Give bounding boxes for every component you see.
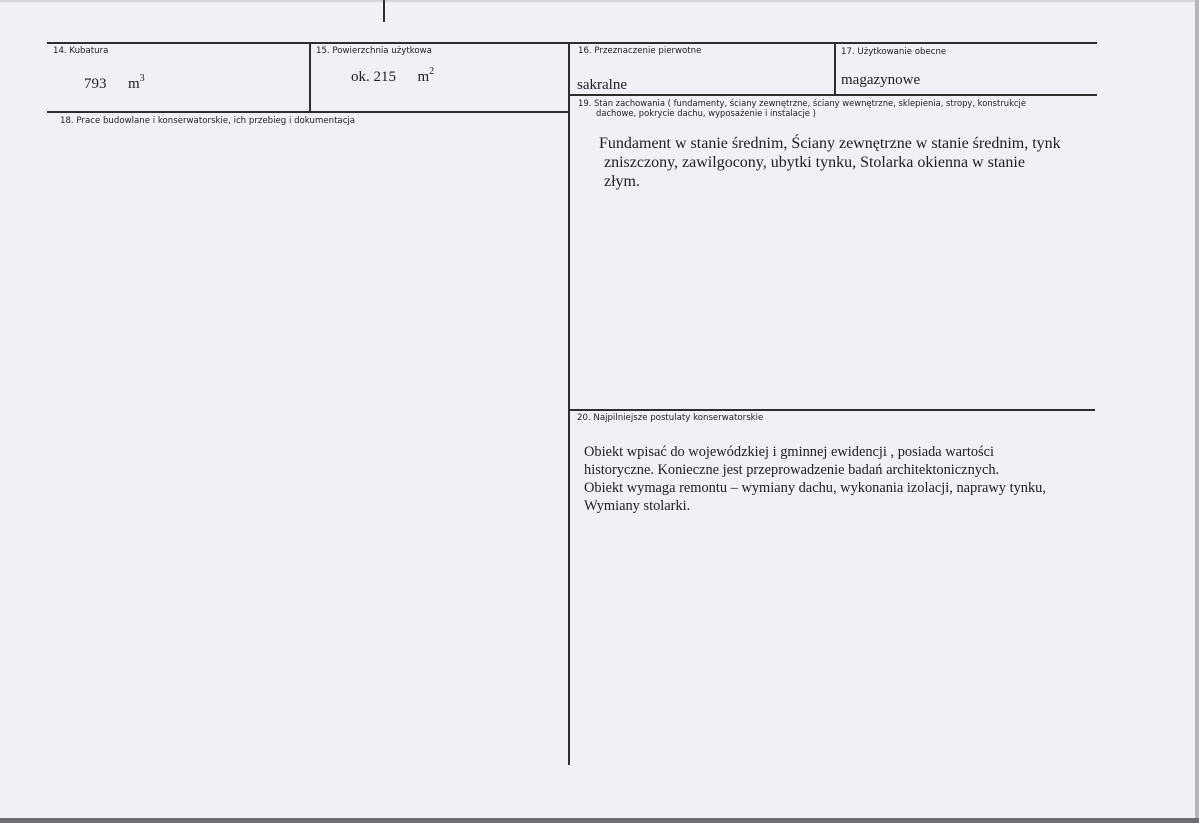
row-border-right — [568, 94, 1097, 96]
postulaty-label: 20. Najpilniejsze postulaty konserwatorskie — [577, 413, 764, 423]
postulaty-text-line: Obiekt wymaga remontu – wymiany dachu, wykonania izolacji, naprawy tynku, — [584, 480, 1046, 496]
postulaty-text-line: historyczne. Konieczne jest przeprowadzenie badań architektonicznych. — [584, 462, 1000, 478]
postulaty-text — [584, 443, 1046, 515]
divider-main — [568, 42, 570, 765]
divider-14-15 — [309, 42, 311, 112]
stan-label-line2: dachowe, pokrycie dachu, wyposażenie i instalacje ) — [596, 108, 816, 118]
row-border-left — [47, 111, 569, 113]
powierzchnia-value — [351, 68, 434, 87]
kubatura-number: 793 — [84, 76, 107, 92]
top-tick-line — [383, 0, 385, 22]
kubatura-unit: m — [128, 76, 140, 92]
przeznaczenie-label: 16. Przeznaczenie pierwotne — [578, 46, 702, 56]
paper-bottom-edge — [0, 818, 1199, 823]
paper-right-edge — [1195, 0, 1199, 823]
stan-text-line: zniszczony, zawilgocony, ubytki tynku, Stolarka okienna w stanie — [604, 154, 1025, 171]
przeznaczenie-value: sakralne — [577, 77, 627, 93]
divider-16-17 — [834, 42, 836, 94]
kubatura-value — [84, 75, 145, 94]
kubatura-unit-exponent: 3 — [139, 73, 145, 84]
paper-top-edge — [0, 0, 1199, 2]
uzytkowanie-label: 17. Użytkowanie obecne — [841, 47, 947, 57]
powierzchnia-unit: m — [417, 69, 430, 85]
prace-label: 18. Prace budowlane i konserwatorskie, ich przebieg i dokumentacja — [60, 116, 356, 126]
postulaty-text-line: Wymiany stolarki. — [584, 498, 691, 514]
postulaty-text-line: Obiekt wpisać do wojewódzkiej i gminnej ewidencji , posiada wartości — [584, 444, 995, 460]
stan-text-line: złym. — [604, 173, 640, 190]
kubatura-label: 14. Kubatura — [53, 46, 109, 56]
powierzchnia-label: 15. Powierzchnia użytkowa — [316, 46, 432, 56]
top-border-line — [47, 42, 1097, 44]
stan-label-line1: 19. Stan zachowania ( fundamenty, ściany zewnętrzne, ściany wewnętrzne, sklepienia, stropy, konstrukcje — [578, 98, 1027, 108]
uzytkowanie-value: magazynowe — [841, 72, 921, 88]
stan-text-line: Fundament w stanie średnim, Ściany zewnętrzne w stanie średnim, tynk — [599, 135, 1061, 152]
powierzchnia-unit-exponent: 2 — [429, 66, 435, 77]
border-field-20 — [568, 409, 1095, 411]
powierzchnia-number: ok. 215 — [351, 69, 396, 85]
stan-text — [599, 134, 1061, 191]
